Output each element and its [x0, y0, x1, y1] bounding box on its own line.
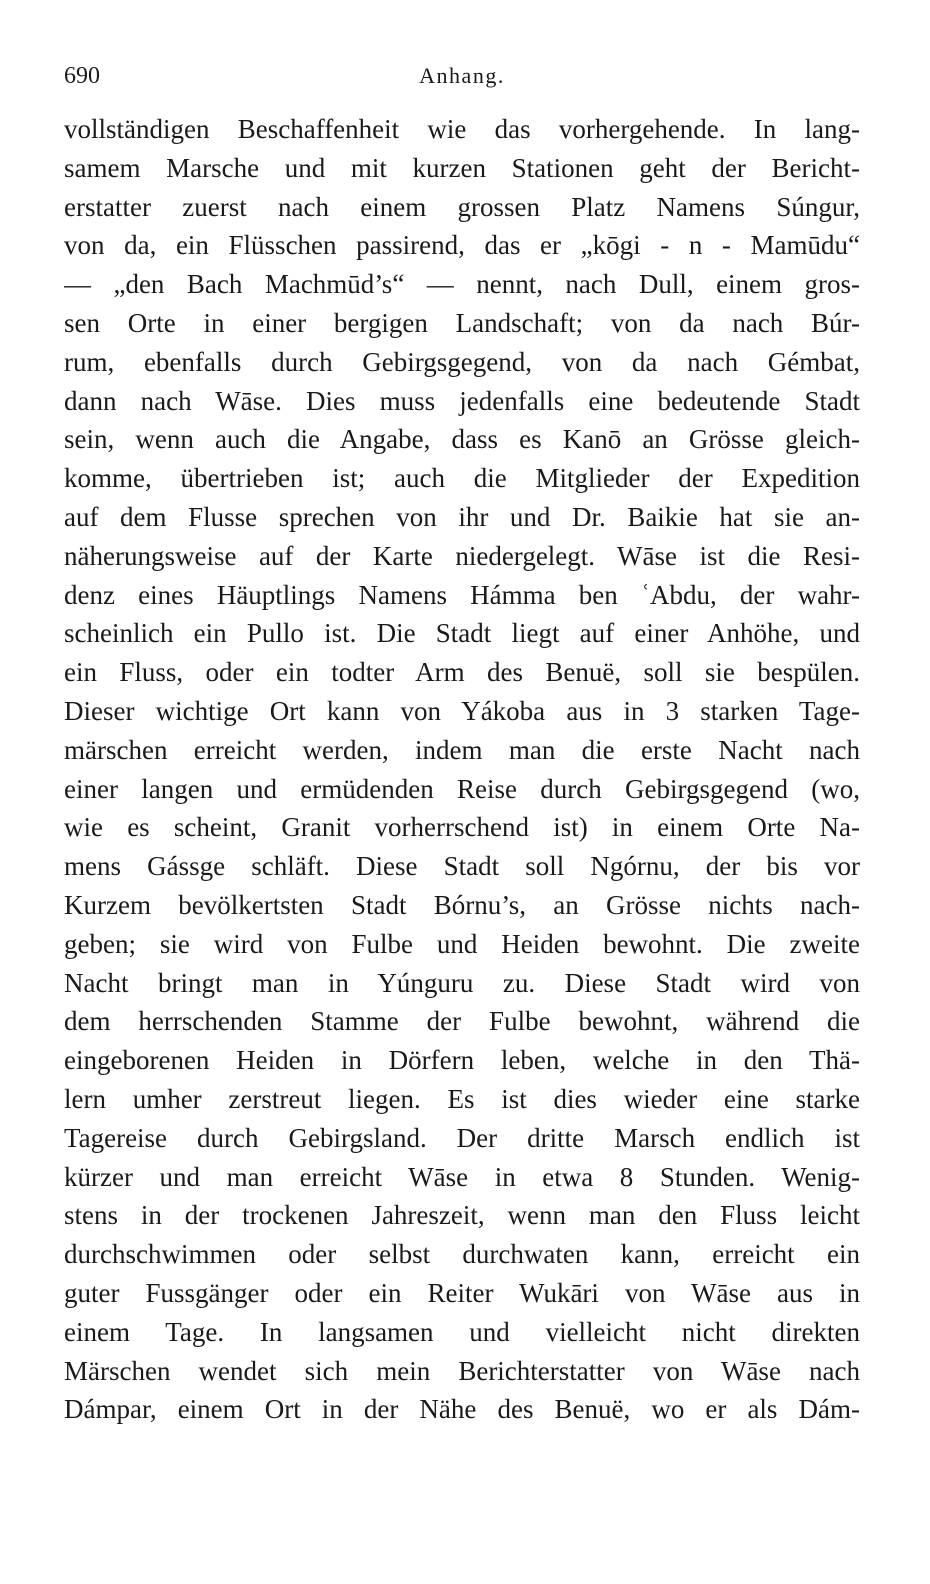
- text-line: Märschen wendet sich mein Berichterstatter von Wāse nach: [64, 1355, 860, 1386]
- text-line: einem Tage. In langsamen und vielleicht nicht direkten: [64, 1316, 860, 1347]
- text-line: Tagereise durch Gebirgsland. Der dritte Marsch endlich ist: [64, 1122, 860, 1153]
- text-line: — „den Bach Machmūd’s“ — nennt, nach Dull, einem gros-: [64, 269, 860, 300]
- text-line: scheinlich ein Pullo ist. Die Stadt liegt auf einer Anhöhe, und: [64, 618, 860, 649]
- text-line: durchschwimmen oder selbst durchwaten kann, erreicht ein: [64, 1239, 860, 1270]
- text-line: mens Gássge schläft. Diese Stadt soll Ngórnu, der bis vor: [64, 851, 860, 882]
- text-line: sen Orte in einer bergigen Landschaft; von da nach Búr-: [64, 307, 860, 338]
- body-text: [64, 110, 860, 1429]
- text-line: eingeborenen Heiden in Dörfern leben, welche in den Thä-: [64, 1045, 860, 1076]
- text-line: wie es scheint, Granit vorherrschend ist) in einem Orte Na-: [64, 812, 860, 843]
- text-line: lern umher zerstreut liegen. Es ist dies wieder eine starke: [64, 1083, 860, 1114]
- text-line: Dieser wichtige Ort kann von Yákoba aus in 3 starken Tage-: [64, 695, 860, 726]
- text-line: kürzer und man erreicht Wāse in etwa 8 Stunden. Wenig-: [64, 1161, 860, 1192]
- text-line: rum, ebenfalls durch Gebirgsgegend, von da nach Gémbat,: [64, 346, 860, 377]
- text-line: märschen erreicht werden, indem man die erste Nacht nach: [64, 734, 860, 765]
- text-line: von da, ein Flüsschen passirend, das er „kōgi - n - Mamūdu“: [64, 230, 860, 261]
- text-line: vollständigen Beschaffenheit wie das vorhergehende. In lang-: [64, 114, 860, 144]
- text-line: auf dem Flusse sprechen von ihr und Dr. Baikie hat sie an-: [64, 501, 860, 532]
- text-line: dem herrschenden Stamme der Fulbe bewohnt, während die: [64, 1006, 860, 1037]
- text-line: stens in der trockenen Jahreszeit, wenn man den Fluss leicht: [64, 1200, 860, 1231]
- text-line: einer langen und ermüdenden Reise durch Gebirgsgegend (wo,: [64, 773, 860, 804]
- running-title: Anhang.: [419, 63, 505, 88]
- text-line: erstatter zuerst nach einem grossen Platz Namens Súngur,: [64, 191, 860, 222]
- text-line: Nacht bringt man in Yúnguru zu. Diese Stadt wird von: [64, 967, 860, 998]
- text-line: geben; sie wird von Fulbe und Heiden bewohnt. Die zweite: [64, 928, 860, 959]
- page-number: 690: [64, 63, 100, 89]
- running-head: [64, 58, 860, 94]
- text-line: guter Fussgänger oder ein Reiter Wukāri von Wāse aus in: [64, 1277, 860, 1308]
- text-line: komme, übertrieben ist; auch die Mitglieder der Expedition: [64, 463, 860, 494]
- text-line: dann nach Wāse. Dies muss jedenfalls eine bedeutende Stadt: [64, 385, 860, 416]
- text-line: ein Fluss, oder ein todter Arm des Benuë, soll sie bespülen.: [64, 657, 860, 688]
- text-line: sein, wenn auch die Angabe, dass es Kanō an Grösse gleich-: [64, 424, 860, 455]
- text-line: näherungsweise auf der Karte niedergelegt. Wāse ist die Resi-: [64, 540, 860, 571]
- text-line: denz eines Häuptlings Namens Hámma ben ʿAbdu, der wahr-: [64, 579, 860, 610]
- text-line: Dámpar, einem Ort in der Nähe des Benuë, wo er als Dám-: [64, 1394, 860, 1425]
- text-line: samem Marsche und mit kurzen Stationen geht der Bericht-: [64, 152, 860, 183]
- text-line: Kurzem bevölkertsten Stadt Bórnu’s, an Grösse nichts nach-: [64, 889, 860, 920]
